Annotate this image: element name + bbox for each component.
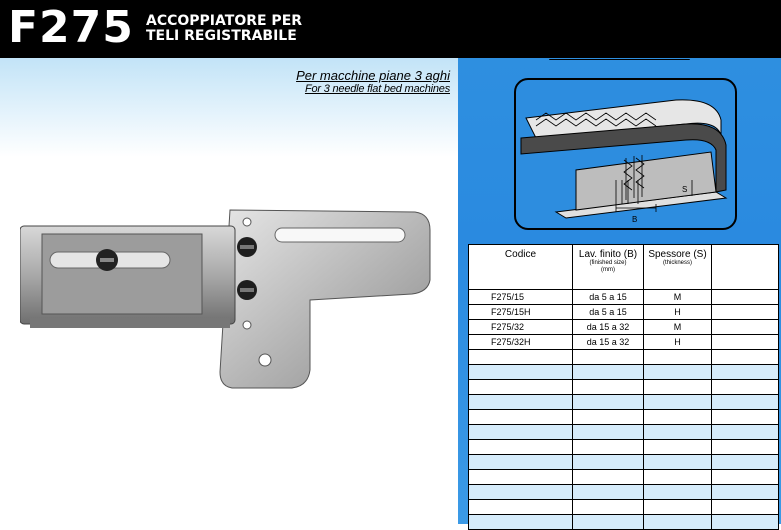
machine-compatibility xyxy=(296,68,450,95)
product-title xyxy=(146,14,302,44)
cell-code: F275/32 xyxy=(469,320,573,335)
label-s: S xyxy=(682,185,688,194)
header-code: Codice xyxy=(469,245,573,290)
table-row xyxy=(469,335,779,350)
empty-row xyxy=(469,470,779,485)
header-finished-label: Lav. finito (B) xyxy=(578,249,638,260)
title-line-2: TELI REGISTRABILE xyxy=(146,28,297,44)
seam-diagram xyxy=(514,78,737,230)
cell-size: da 5 a 15 xyxy=(573,305,644,320)
subtitle-english: For 3 needle flat bed machines xyxy=(304,83,450,95)
cell-thickness: M xyxy=(644,320,712,335)
title-line-1: ACCOPPIATORE PER xyxy=(146,13,303,29)
empty-row xyxy=(469,395,779,410)
cell-code: F275/15H xyxy=(469,305,573,320)
cell-size: da 15 a 32 xyxy=(573,335,644,350)
header-thickness xyxy=(644,245,712,290)
table-row xyxy=(469,290,779,305)
empty-row xyxy=(469,485,779,500)
cell-code: F275/32H xyxy=(469,335,573,350)
spec-table xyxy=(468,244,779,530)
cell-empty xyxy=(712,335,779,350)
cell-empty xyxy=(712,320,779,335)
table-row xyxy=(469,305,779,320)
header-finished-en: (finished size) xyxy=(589,260,627,266)
empty-row xyxy=(469,440,779,455)
cell-size: da 5 a 15 xyxy=(573,290,644,305)
empty-row xyxy=(469,515,779,530)
empty-row xyxy=(469,380,779,395)
cell-code: F275/15 xyxy=(469,290,573,305)
header-finished-unit: (mm) xyxy=(601,267,615,273)
cell-empty xyxy=(712,290,779,305)
header-thickness-label: Spessore (S) xyxy=(648,249,707,260)
empty-row xyxy=(469,365,779,380)
cell-empty xyxy=(712,305,779,320)
empty-row xyxy=(469,425,779,440)
cell-size: da 15 a 32 xyxy=(573,320,644,335)
empty-row xyxy=(469,410,779,425)
header-finished-size xyxy=(573,245,644,290)
empty-row xyxy=(469,350,779,365)
empty-row xyxy=(469,455,779,470)
header-thickness-en: (thickness) xyxy=(662,260,692,266)
table-row xyxy=(469,320,779,335)
cell-thickness: M xyxy=(644,290,712,305)
diagram-title xyxy=(458,39,781,61)
table-header-row xyxy=(469,245,779,290)
cell-thickness: H xyxy=(644,305,712,320)
cell-thickness: H xyxy=(644,335,712,350)
subtitle-italian: Per macchine piane 3 aghi xyxy=(296,68,450,83)
attachment-photo xyxy=(20,200,440,400)
spec-panel xyxy=(458,39,781,524)
diagram-title-line-2: FOR ASSEMBLING OPERATIONS xyxy=(549,50,690,60)
model-code: F275 xyxy=(8,2,134,53)
header-extra xyxy=(712,245,779,290)
diagram-title-line-1: ADJUSTABLE ATTACHMENT xyxy=(559,39,680,49)
empty-row xyxy=(469,500,779,515)
label-b: B xyxy=(632,215,638,224)
